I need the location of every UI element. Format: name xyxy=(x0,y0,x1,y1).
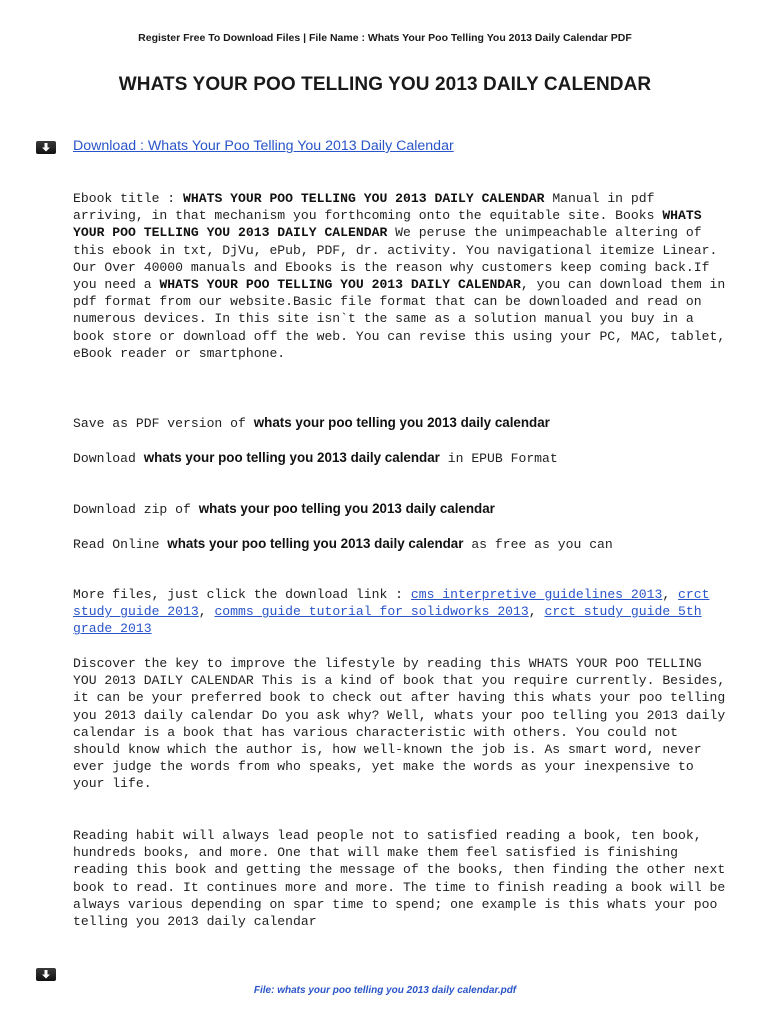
read-online-line xyxy=(73,535,733,553)
book-title-bold: whats your poo telling you 2013 daily calendar xyxy=(253,415,550,430)
more-files-paragraph xyxy=(73,586,733,638)
line-text: as free as you can xyxy=(463,537,613,552)
download-epub-line xyxy=(73,449,733,467)
line-text: Download zip of xyxy=(73,502,199,517)
save-pdf-line xyxy=(73,414,733,432)
book-title-bold: WHATS YOUR POO TELLING YOU 2013 DAILY CALENDAR xyxy=(183,191,545,206)
page-footer: File: whats your poo telling you 2013 daily calendar.pdf xyxy=(253,985,517,996)
download-icon[interactable] xyxy=(36,141,56,154)
line-text: in EPUB Format xyxy=(439,451,558,466)
book-title-bold: whats your poo telling you 2013 daily calendar xyxy=(143,450,440,465)
book-title-bold: WHATS YOUR POO TELLING YOU 2013 DAILY CALENDAR xyxy=(159,277,521,293)
discover-paragraph: Discover the key to improve the lifestyle by reading this WHATS YOUR POO TELLING YOU 2013 DAILY CALENDAR This is a kind of book that you require currently. Besides, it can be your preferred book to check out after having this whats your poo telling you 2013 daily calendar Do you ask why? Well, whats your poo telling you 2013 daily calendar is a book that has various characteristic with others. You could not should know which the author is, how well-known the job is. As smart word, never ever judge the words from who speaks, yet make the words as your inexpensive to your life. xyxy=(73,656,726,792)
line-text: Read Online xyxy=(73,537,168,552)
download-zip-line xyxy=(73,500,733,518)
separator: , xyxy=(662,587,679,602)
download-icon[interactable] xyxy=(36,968,56,981)
intro-text: Manual in pdf arriving, in that mechanism you forthcoming onto the equitable site. Books xyxy=(73,191,663,224)
reading-habit-paragraph: Reading habit will always lead people not to satisfied reading a book, ten book, hundreds books, and more. One that will make them feel satisfied is finishing reading this book and getting the message of the books, then finding the other next book to read. It continues more and more. The time to finish reading a book will be always various depending on spar time to spend; one example is this whats your poo telling you 2013 daily calendar xyxy=(73,828,726,930)
book-title-bold: whats your poo telling you 2013 daily calendar xyxy=(167,536,464,551)
line-text: Save as PDF version of xyxy=(73,416,254,431)
intro-paragraph xyxy=(73,190,733,362)
more-files-label: More files, just click the download link : xyxy=(73,587,411,602)
page-title: WHATS YOUR POO TELLING YOU 2013 DAILY CALENDAR xyxy=(118,74,652,95)
related-file-link[interactable]: crct study guide 5th grade 2013 xyxy=(73,604,702,637)
intro-text: , you can download them in pdf format from our website.Basic file format that can be downloaded and read on numerous devices. In this site isn`t the same as a solution manual you buy in a book store or download off the web. You can revise this using your PC, MAC, tablet, eBook reader or smartphone. xyxy=(73,277,726,361)
separator: , xyxy=(198,604,215,620)
page-header: Register Free To Download Files | File Name : Whats Your Poo Telling You 2013 Daily Calendar PDF xyxy=(138,32,632,44)
separator: , xyxy=(528,604,545,620)
related-file-link[interactable]: crct study guide 2013 xyxy=(73,587,710,620)
download-link[interactable]: Download : Whats Your Poo Telling You 2013 Daily Calendar xyxy=(73,138,454,154)
intro-text: Ebook title : xyxy=(73,191,184,206)
intro-text: We peruse the unimpeachable altering of this ebook in txt, DjVu, ePub, PDF, dr. activity. You navigational itemize Linear. Our Over 40000 manuals and Ebooks is the reason why customers keep coming back.If you need a xyxy=(73,225,718,293)
book-title-bold: whats your poo telling you 2013 daily calendar xyxy=(198,501,495,516)
book-title-bold: WHATS YOUR POO TELLING YOU 2013 DAILY CALENDAR xyxy=(73,208,702,241)
related-file-link[interactable]: comms guide tutorial for solidworks 2013 xyxy=(214,604,529,620)
line-text: Download xyxy=(73,451,144,466)
related-file-link[interactable]: cms interpretive guidelines 2013 xyxy=(410,587,663,602)
